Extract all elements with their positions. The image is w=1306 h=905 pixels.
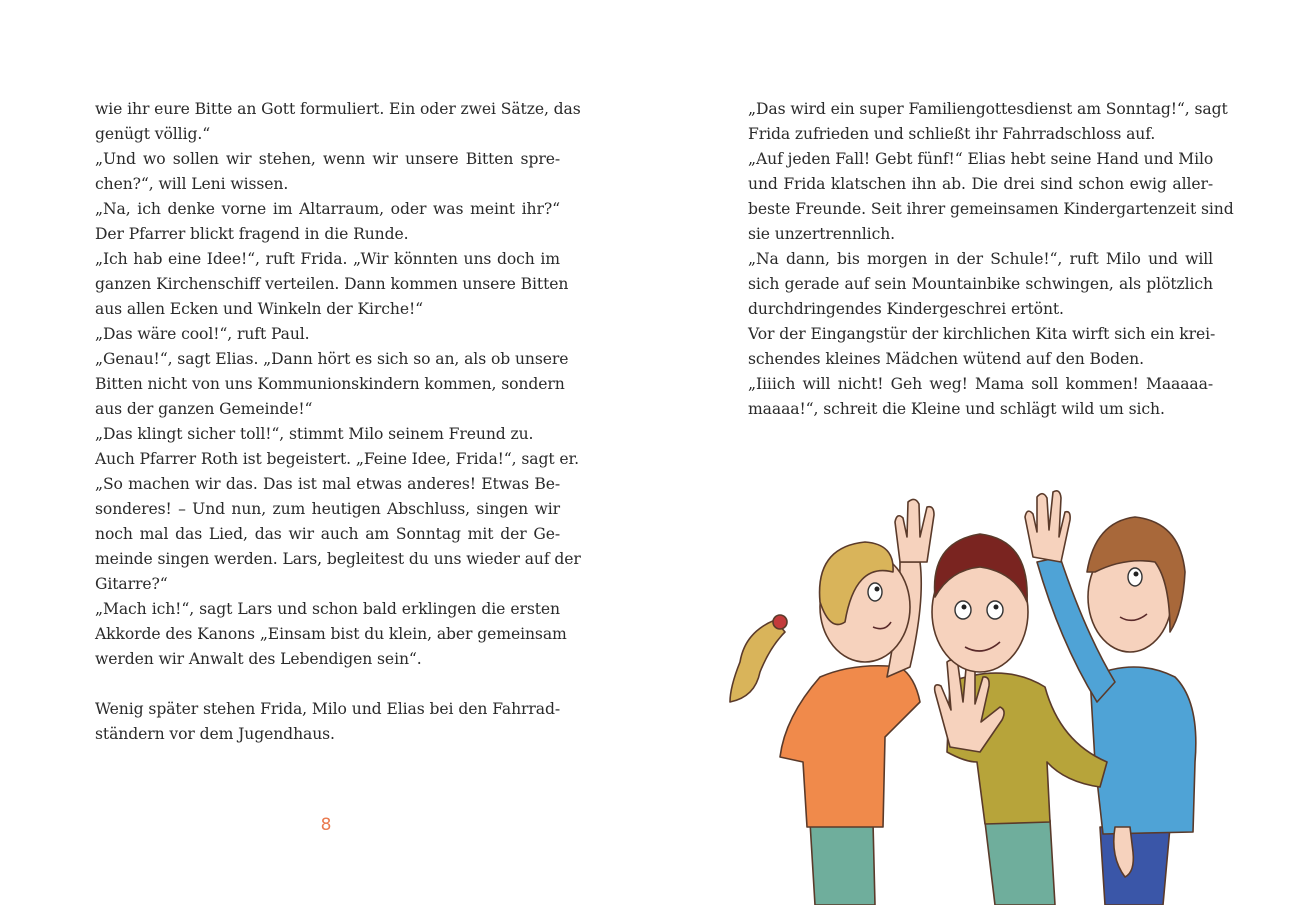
text-line: „Das klingt sicher toll!“, stimmt Milo seinem Freund zu. xyxy=(95,425,534,443)
text-line: „Das wäre cool!“, ruft Paul. xyxy=(95,325,310,343)
text-line: beste Freunde. Seit ihrer gemeinsamen Kindergartenzeit sind xyxy=(748,200,1234,218)
text-line: aus der ganzen Gemeinde!“ xyxy=(95,400,313,418)
page-number: 8 xyxy=(320,815,332,835)
text-line: und Frida klatschen ihn ab. Die drei sind schon ewig aller- xyxy=(748,175,1213,193)
text-line: „Ich hab eine Idee!“, ruft Frida. „Wir könnten uns doch im xyxy=(95,250,560,268)
text-line: Vor der Eingangstür der kirchlichen Kita wirft sich ein krei- xyxy=(748,325,1216,343)
text-line: sie unzertrennlich. xyxy=(748,225,896,243)
text-line: Bitten nicht von uns Kommunionskindern kommen, sondern xyxy=(95,375,565,393)
text-line: Der Pfarrer blickt fragend in die Runde. xyxy=(95,225,409,243)
text-line: werden wir Anwalt des Lebendigen sein“. xyxy=(95,650,422,668)
text-line: „Na dann, bis morgen in der Schule!“, ruft Milo und will xyxy=(748,250,1213,268)
text-line: „Genau!“, sagt Elias. „Dann hört es sich so an, als ob unsere xyxy=(95,350,569,368)
left-page-text xyxy=(95,97,581,747)
text-line: wie ihr eure Bitte an Gott formuliert. Ein oder zwei Sätze, das xyxy=(95,100,581,118)
text-line: aus allen Ecken und Winkeln der Kirche!“ xyxy=(95,300,424,318)
text-line: noch mal das Lied, das wir auch am Sonntag mit der Ge- xyxy=(95,525,560,543)
text-line: „Iiiich will nicht! Geh weg! Mama soll kommen! Maaaaa- xyxy=(748,375,1213,393)
right-page-text xyxy=(748,97,1234,422)
text-line: „So machen wir das. Das ist mal etwas anderes! Etwas Be- xyxy=(95,475,560,493)
text-line: „Mach ich!“, sagt Lars und schon bald erklingen die ersten xyxy=(95,600,560,618)
text-line: sich gerade auf sein Mountainbike schwingen, als plötzlich xyxy=(748,275,1213,293)
text-line: „Das wird ein super Familiengottesdienst am Sonntag!“, sagt xyxy=(748,100,1228,118)
text-line: sonderes! – Und nun, zum heutigen Abschluss, singen wir xyxy=(95,500,560,518)
text-line: Wenig später stehen Frida, Milo und Elias bei den Fahrrad- xyxy=(95,700,560,718)
text-line: maaaa!“, schreit die Kleine und schlägt wild um sich. xyxy=(748,400,1165,418)
text-line: „Und wo sollen wir stehen, wenn wir unsere Bitten spre- xyxy=(95,150,560,168)
text-line: Akkorde des Kanons „Einsam bist du klein, aber gemeinsam xyxy=(95,625,567,643)
text-line: „Na, ich denke vorne im Altarraum, oder was meint ihr?“ xyxy=(95,200,560,218)
text-line: chen?“, will Leni wissen. xyxy=(95,175,289,193)
text-line: genügt völlig.“ xyxy=(95,125,211,143)
text-line: durchdringendes Kindergeschrei ertönt. xyxy=(748,300,1064,318)
text-line: ganzen Kirchenschiff verteilen. Dann kommen unsere Bitten xyxy=(95,275,569,293)
text-line: Gitarre?“ xyxy=(95,575,168,593)
text-line: „Auf jeden Fall! Gebt fünf!“ Elias hebt seine Hand und Milo xyxy=(748,150,1214,168)
high-five-illustration xyxy=(715,462,1245,905)
text-line: schendes kleines Mädchen wütend auf den Boden. xyxy=(748,350,1144,368)
text-line: ständern vor dem Jugendhaus. xyxy=(95,725,335,743)
text-line: Auch Pfarrer Roth ist begeistert. „Feine Idee, Frida!“, sagt er. xyxy=(95,450,580,468)
text-line: Frida zufrieden und schließt ihr Fahrradschloss auf. xyxy=(748,125,1156,143)
text-line: meinde singen werden. Lars, begleitest du uns wieder auf der xyxy=(95,550,581,568)
paragraph-break xyxy=(95,672,560,697)
